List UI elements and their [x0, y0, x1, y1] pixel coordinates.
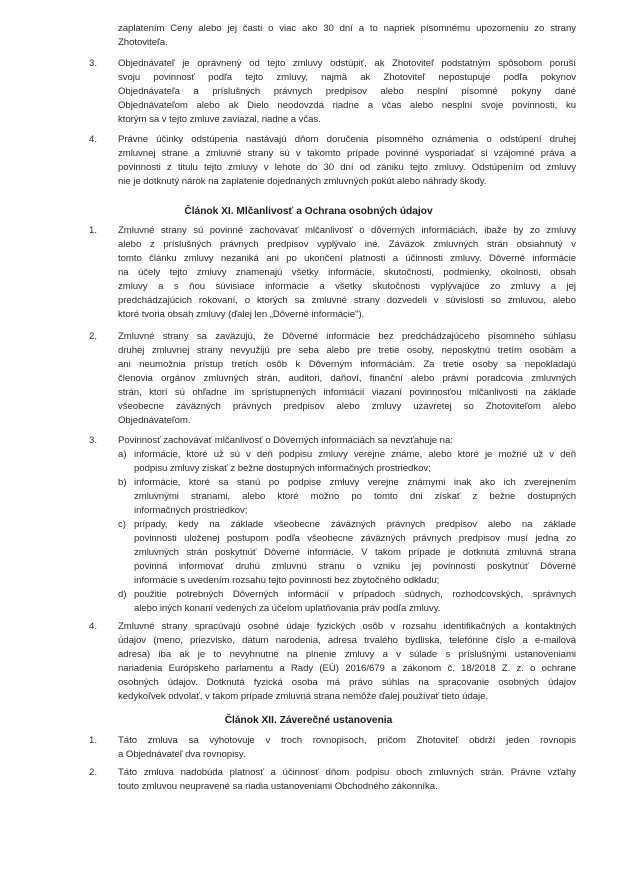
paragraph-line: použitie potrebných Dôverných informácií v prípadoch súdnych, rozhodcovských, správnych [134, 589, 576, 600]
paragraph-line: Objednávateľom. [118, 415, 191, 426]
paragraph-line: na účely tejto zmluvy znamenajú všetky informácie, skutočnosti, podmienky, okolnosti, obsah [118, 267, 576, 278]
paragraph-line: Objednávateľa a príslušných právnych predpisov alebo nesplní písomné pokyny dané [118, 86, 576, 97]
paragraph-line: zmluvných strán poskytnúť Dôverné informácie. V takom prípade je dotknutá zmluvná strana [134, 547, 576, 558]
item-number: 2. [89, 767, 98, 778]
sub-item-label: b) [118, 477, 127, 488]
paragraph-line: podpisu zmluvy získať z bežne dostupných informačných prostriedkov; [134, 463, 431, 474]
paragraph-line: prípady, kedy na základe všeobecne záväzných právnych predpisov alebo na základe [134, 519, 576, 530]
paragraph-line: zmluvy a s ňou súvisiace informácie a všetky skutočnosti vyplývajúce zo zmluvy a jej [118, 281, 576, 292]
paragraph-line: Zmluvné strany sa zaväzujú, že Dôverné informácie bez predchádzajúceho písomného súhlasu [118, 331, 576, 342]
sub-item-label: a) [118, 449, 127, 460]
sub-item-label: c) [118, 519, 126, 530]
paragraph-line: nariadenia Európskeho parlamentu a Rady (EÚ) 2016/679 a zákonom č. 18/2018 Z. z. o ochrane [118, 663, 576, 674]
paragraph-line: všeobecne záväzných právnych predpisov alebo zmluvy uzavretej so Zhotoviteľom alebo [118, 401, 576, 412]
paragraph-line: kedykoľvek odvolať, v takom prípade zmluvná strana nemôže ďalej používať tieto údaje. [118, 691, 489, 702]
paragraph-line: informácie, ktoré sa stanú po podpise zmluvy verejne známymi inak ako ich zverejnením [134, 477, 576, 488]
paragraph-line: ktoré tvoria obsah zmluvy (ďalej len „Dôverné informácie"). [118, 309, 365, 320]
paragraph-line: alebo iných konaní vedených za účelom uplatňovania práv podľa zmluvy. [134, 603, 441, 614]
paragraph-line: alebo z príslušných právnych predpisov vyplývalo iné. Záväzok zmluvných strán obsiahnutý v [118, 239, 576, 250]
paragraph-line: Povinnosť zachovávať mlčanlivosť o Dôverných informáciách sa nevzťahuje na: [118, 435, 453, 446]
paragraph-line: tomto článku zmluvy nezaniká ani po ukončení platnosti a účinnosti zmluvy. Dôverné informácie [118, 253, 576, 264]
paragraph-line: osobných údajov. Dotknutá fyzická osoba má právo súhlas na spracovanie osobných údajov [118, 677, 576, 688]
paragraph-line: touto zmluvou neupravené sa riadia ustanoveniami Obchodného zákonníka. [118, 781, 438, 792]
paragraph-line: ktorým sa v tejto zmluve zaviazal, riadne a včas. [118, 114, 321, 125]
paragraph-line: Táto zmluva sa vyhotovuje v troch rovnopisoch, pričom Zhotoviteľ obdrží jeden rovnopis [118, 735, 576, 746]
paragraph-line: Objednávateľom alebo ak Dielo neodovzdá riadne a včas alebo nesplní svoje povinnosti, ku [118, 100, 576, 111]
paragraph-line: Objednávateľ je oprávnený od tejto zmluvy odstúpiť, ak Zhotoviteľ podstatným spôsobom poruší [118, 58, 576, 69]
item-number: 4. [89, 621, 98, 632]
paragraph-line: Táto zmluva nadobúda platnosť a účinnosť dňom podpisu oboch zmluvných strán. Právne vzťahy [118, 767, 576, 778]
paragraph-line: svoju povinnosť podľa tejto zmluvy, najmä ak Zhotoviteľ nepostupuje podľa pokynov [118, 72, 576, 83]
paragraph-line: zmluvnými stranami, alebo ktoré možno po tomto dni získať z bežne dostupných [134, 491, 576, 502]
paragraph-line: ani neumožnia prístup tretích osôb k Dôverným informáciám. Za tretie osoby sa nepokladajú [118, 359, 576, 370]
article-heading: Článok XI. Mlčanlivosť a Ochrana osobných údajov [184, 206, 433, 217]
item-number: 2. [89, 331, 98, 342]
paragraph-line: Zmluvné strany sú povinné zachovávať mlčanlivosť o dôverných informáciách, ibaže by zo zmluvy [118, 225, 576, 236]
item-number: 4. [89, 134, 98, 145]
paragraph-line: informačných prostriedkov; [134, 505, 248, 516]
paragraph-line: povinnosti uloženej postupom podľa všeobecne záväzných právnych predpisov musí jedna zo [134, 533, 576, 544]
paragraph-line: zmluvnej strane a zmluvné strany sú v takomto prípade povinné vysporiadať si vzájomné práva a [118, 148, 576, 159]
paragraph-line: nie je dotknutý nárok na zaplatenie dojednaných zmluvných pokút alebo náhrady škody. [118, 176, 487, 187]
item-number: 1. [89, 735, 98, 746]
paragraph-line: strán, ktorí sú ohľadne im sprístupnených informácií viazaní povinnosťou mlčanlivosti na základe [118, 387, 576, 398]
paragraph-line: informácie, ktoré už sú v deň podpisu zmluvy verejne známe, alebo ktoré je možné už v deň [134, 449, 576, 460]
paragraph-line: informácie s uvedením rozsahu tejto povinnosti bez zbytočného odkladu; [134, 575, 440, 586]
item-number: 3. [89, 58, 98, 69]
paragraph-line: a Objednávateľ dva rovnopisy. [118, 749, 246, 760]
item-number: 1. [89, 225, 98, 236]
intro-line-2: Zhotoviteľa. [118, 37, 168, 48]
paragraph-line: Zmluvné strany spracúvajú osobné údaje fyzických osôb v rozsahu identifikačných a kontaktných [118, 621, 576, 632]
paragraph-line: Právne účinky odstúpenia nastávajú dňom doručenia písomného oznámenia o odstúpení druhej [118, 134, 576, 145]
paragraph-line: adresa) iba ak je to nevyhnutné na plnenie zmluvy a v súlade s príslušnými ustanoveniami [118, 649, 576, 660]
paragraph-line: údajov (meno, priezvisko, dátum narodenia, adresa trvalého bydliska, telefónne číslo a e-mailová [118, 635, 576, 646]
paragraph-line: povinná informovať druhú zmluvnú stranu o vzniku jej povinnosti poskytnúť Dôverné [134, 561, 576, 572]
paragraph-line: povinnosti z titulu tejto zmluvy v lehote do 30 dní od zániku tejto zmluvy. Odstúpením od zmluvy [118, 162, 576, 173]
paragraph-line: členovia orgánov zmluvných strán, auditori, daňoví, finanční alebo právni poradcovia zmluvných [118, 373, 576, 384]
sub-item-label: d) [118, 589, 127, 600]
article-heading: Článok XII. Záverečné ustanovenia [224, 715, 393, 726]
paragraph-line: druhej zmluvnej strany nevyužijú pre seba alebo pre tretie osoby, neposkytnú tretím osobám a [118, 345, 576, 356]
paragraph-line: predchádzajúcich rokovaní, o ktorých sa zmluvné strany dozvedeli v súvislosti so zmluvou, alebo [118, 295, 576, 306]
item-number: 3. [89, 435, 98, 446]
intro-line-1: zaplatením Ceny alebo jej časti o viac ako 30 dní a to napriek písomnému upozorneniu zo strany [118, 23, 576, 34]
